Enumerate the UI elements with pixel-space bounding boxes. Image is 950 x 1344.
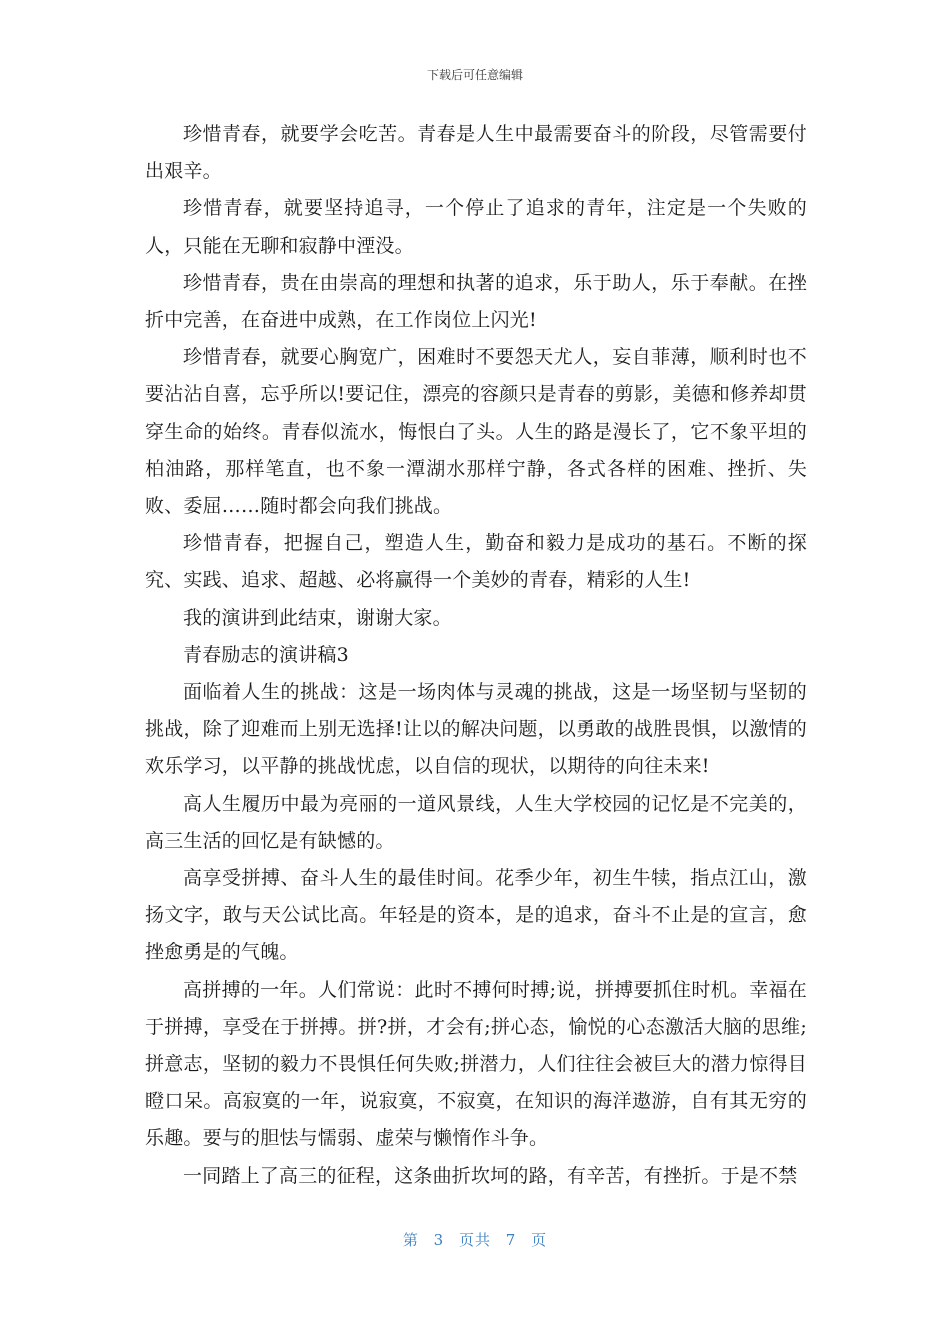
footer-current-page: 3 [433,1231,445,1249]
paragraph: 珍惜青春，把握自己，塑造人生，勤奋和毅力是成功的基石。不断的探究、实践、追求、超越、必将赢得一个美妙的青春，精彩的人生! [145,532,807,592]
paragraph: 珍惜青春，贵在由崇高的理想和执著的追求，乐于助人，乐于奉献。在挫折中完善，在奋进中成熟，在工作岗位上闪光! [145,271,807,332]
footer-total-pages: 7 [505,1231,517,1249]
paragraph: 我的演讲到此结束，谢谢大家。 [183,606,452,629]
paragraph: 高享受拼搏、奋斗人生的最佳时间。花季少年，初生牛犊，指点江山，激扬文字，敢与天公试比高。年轻是的资本，是的追求，奋斗不止是的宣言，愈挫愈勇是的气魄。 [145,867,807,964]
paragraph: 珍惜青春，就要心胸宽广，困难时不要怨天尤人，妄自菲薄，顺利时也不要沾沾自喜，忘乎所以!要记住，漂亮的容颜只是青春的剪影，美德和修养却贯穿生命的始终。青春似流水，悔恨白了头。人生的路是漫长了，它不象平坦的柏油路，那样笔直，也不象一潭湖水那样宁静，各式各样的困难、挫折、失败、委屈……随时都会向我们挑战。 [145,346,807,518]
footer-prefix: 第 [402,1231,419,1249]
paragraph: 高拼搏的一年。人们常说：此时不搏何时搏;说，拼搏要抓住时机。幸福在于拼搏，享受在于拼搏。拼?拼，才会有;拼心态，愉悦的心态激活大脑的思维;拼意志，坚韧的毅力不畏惧任何失败;拼潜力，人们往往会被巨大的潜力惊得目瞪口呆。高寂寞的一年，说寂寞，不寂寞，在知识的海洋遨游，自有其无穷的乐趣。要与的胆怯与懦弱、虚荣与懒惰作斗争。 [145,978,807,1150]
footer-middle: 页共 [458,1231,491,1249]
footer-suffix: 页 [531,1231,548,1249]
paragraph: 面临着人生的挑战：这是一场肉体与灵魂的挑战，这是一场坚韧与坚韧的挑战，除了迎难而上别无选择!让以的解决问题，以勇敢的战胜畏惧，以激情的欢乐学习，以平静的挑战忧虑，以自信的现状，以期待的向往未来! [145,681,807,778]
paragraph: 高人生履历中最为亮丽的一道风景线，人生大学校园的记忆是不完美的，高三生活的回忆是有缺憾的。 [145,792,807,852]
section-heading: 青春励志的演讲稿3 [183,643,349,666]
paragraph: 珍惜青春，就要坚持追寻，一个停止了追求的青年，注定是一个失败的人，只能在无聊和寂静中湮没。 [145,197,807,257]
paragraph: 珍惜青春，就要学会吃苦。青春是人生中最需要奋斗的阶段，尽管需要付出艰辛。 [145,123,807,183]
page-header: 下载后可任意编辑 [426,68,523,82]
document-body [145,116,807,1195]
page-number-footer [0,1229,950,1250]
paragraph: 一同踏上了高三的征程，这条曲折坎坷的路，有辛苦，有挫折。于是不禁 [183,1164,798,1187]
